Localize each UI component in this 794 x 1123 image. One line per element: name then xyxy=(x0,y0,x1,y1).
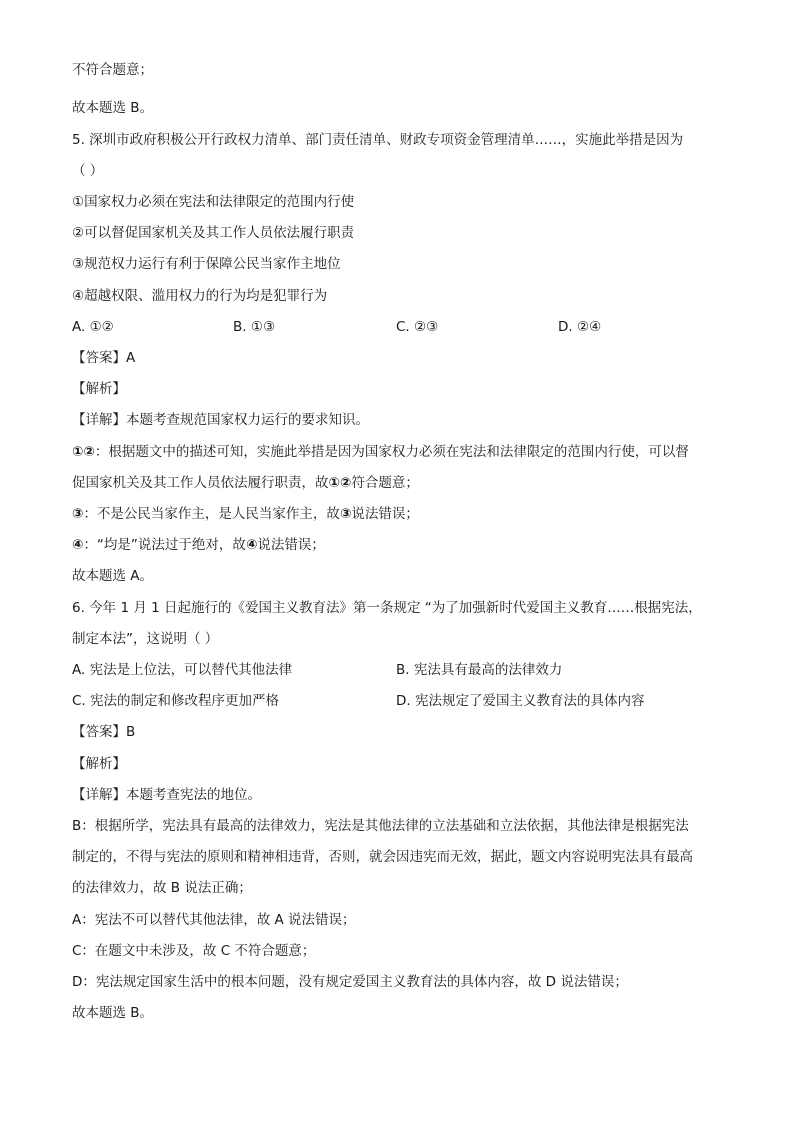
prev-answer-conclusion: 故本题选 B。 xyxy=(72,100,154,116)
q5-detail-line-4 xyxy=(72,535,325,555)
q6-option-d: D. 宪法规定了爱国主义教育法的具体内容 xyxy=(396,693,645,709)
q5-option-a: A. ①② xyxy=(72,319,114,335)
q5-detail-heading: 【详解】本题考查规范国家权力运行的要求知识。 xyxy=(72,412,369,428)
q5-label-4: ④ xyxy=(245,537,258,553)
q5-analysis-heading: 【解析】 xyxy=(72,381,126,397)
q5-stem-line-1: 5. 深圳市政府积极公开行政权力清单、部门责任清单、财政专项资金管理清单……，实施此举措是因为 xyxy=(72,132,684,148)
q5-detail-text: ：不是公民当家作主，是人民当家作主，故 xyxy=(83,506,340,522)
q5-label-3: ③ xyxy=(72,506,84,522)
q6-detail-line-5: C：在题文中未涉及，故 C 不符合题意； xyxy=(72,943,316,959)
q5-detail-line-1 xyxy=(72,442,689,462)
q5-detail-text: ：根据题文中的描述可知，实施此举措是因为国家权力必须在宪法和法律限定的范围内行使，可以督 xyxy=(94,444,689,460)
q6-detail-heading: 【详解】本题考查宪法的地位。 xyxy=(72,787,261,803)
q5-label-4: ④ xyxy=(72,537,84,553)
q5-option-c: C. ②③ xyxy=(396,319,439,335)
q6-option-a: A. 宪法是上位法，可以替代其他法律 xyxy=(72,662,293,678)
q6-option-c: C. 宪法的制定和修改程序更加严格 xyxy=(72,693,280,709)
q6-detail-line-6: D：宪法规定国家生活中的根本问题，没有规定爱国主义教育法的具体内容，故 D 说法错误； xyxy=(72,974,628,990)
q6-detail-line-3: 的法律效力，故 B 说法正确； xyxy=(72,880,252,896)
q5-conclusion: 故本题选 A。 xyxy=(72,568,154,584)
q6-detail-line-2: 制定的，不得与宪法的原则和精神相违背，否则，就会因违宪而无效，据此，题文内容说明宪法具有最高 xyxy=(72,849,693,865)
q5-detail-text: 符合题意； xyxy=(351,475,419,491)
q5-detail-text: ：“均是”说法过于绝对，故 xyxy=(83,537,246,553)
q5-stem-line-2: （ ） xyxy=(72,163,104,179)
q5-label-12: ①② xyxy=(72,444,95,460)
q5-detail-text: 促国家机关及其工作人员依法履行职责，故 xyxy=(72,475,329,491)
prev-answer-line-1: 不符合题意； xyxy=(72,62,153,78)
q6-detail-line-4: A：宪法不可以替代其他法律，故 A 说法错误； xyxy=(72,912,356,928)
q5-option-d: D. ②④ xyxy=(558,319,602,335)
q5-item-3: ③规范权力运行有利于保障公民当家作主地位 xyxy=(72,256,341,272)
q5-detail-line-2 xyxy=(72,473,419,493)
q6-conclusion: 故本题选 B。 xyxy=(72,1005,154,1021)
q5-answer: 【答案】A xyxy=(72,350,136,366)
q6-stem-line-1: 6. 今年 1 月 1 日起施行的《爱国主义教育法》第一条规定 “为了加强新时代爱国主义教育……根据宪法， xyxy=(72,600,702,616)
q5-detail-text: 说法错误； xyxy=(351,506,419,522)
q5-label-3: ③ xyxy=(339,506,352,522)
q6-answer: 【答案】B xyxy=(72,724,136,740)
q6-analysis-heading: 【解析】 xyxy=(72,756,126,772)
q6-detail-line-1: B：根据所学，宪法具有最高的法律效力，宪法是其他法律的立法基础和立法依据，其他法律是根据宪法 xyxy=(72,818,689,834)
q5-label-12: ①② xyxy=(328,475,352,491)
q6-stem-line-2: 制定本法”，这说明（ ） xyxy=(72,631,219,647)
q5-item-1: ①国家权力必须在宪法和法律限定的范围内行使 xyxy=(72,194,355,210)
q5-detail-text: 说法错误； xyxy=(257,537,325,553)
q5-item-4: ④超越权限、滥用权力的行为均是犯罪行为 xyxy=(72,288,328,304)
q5-option-b: B. ①③ xyxy=(233,319,276,335)
q5-detail-line-3 xyxy=(72,504,419,524)
q5-item-2: ②可以督促国家机关及其工作人员依法履行职责 xyxy=(72,225,355,241)
q6-option-b: B. 宪法具有最高的法律效力 xyxy=(396,662,563,678)
